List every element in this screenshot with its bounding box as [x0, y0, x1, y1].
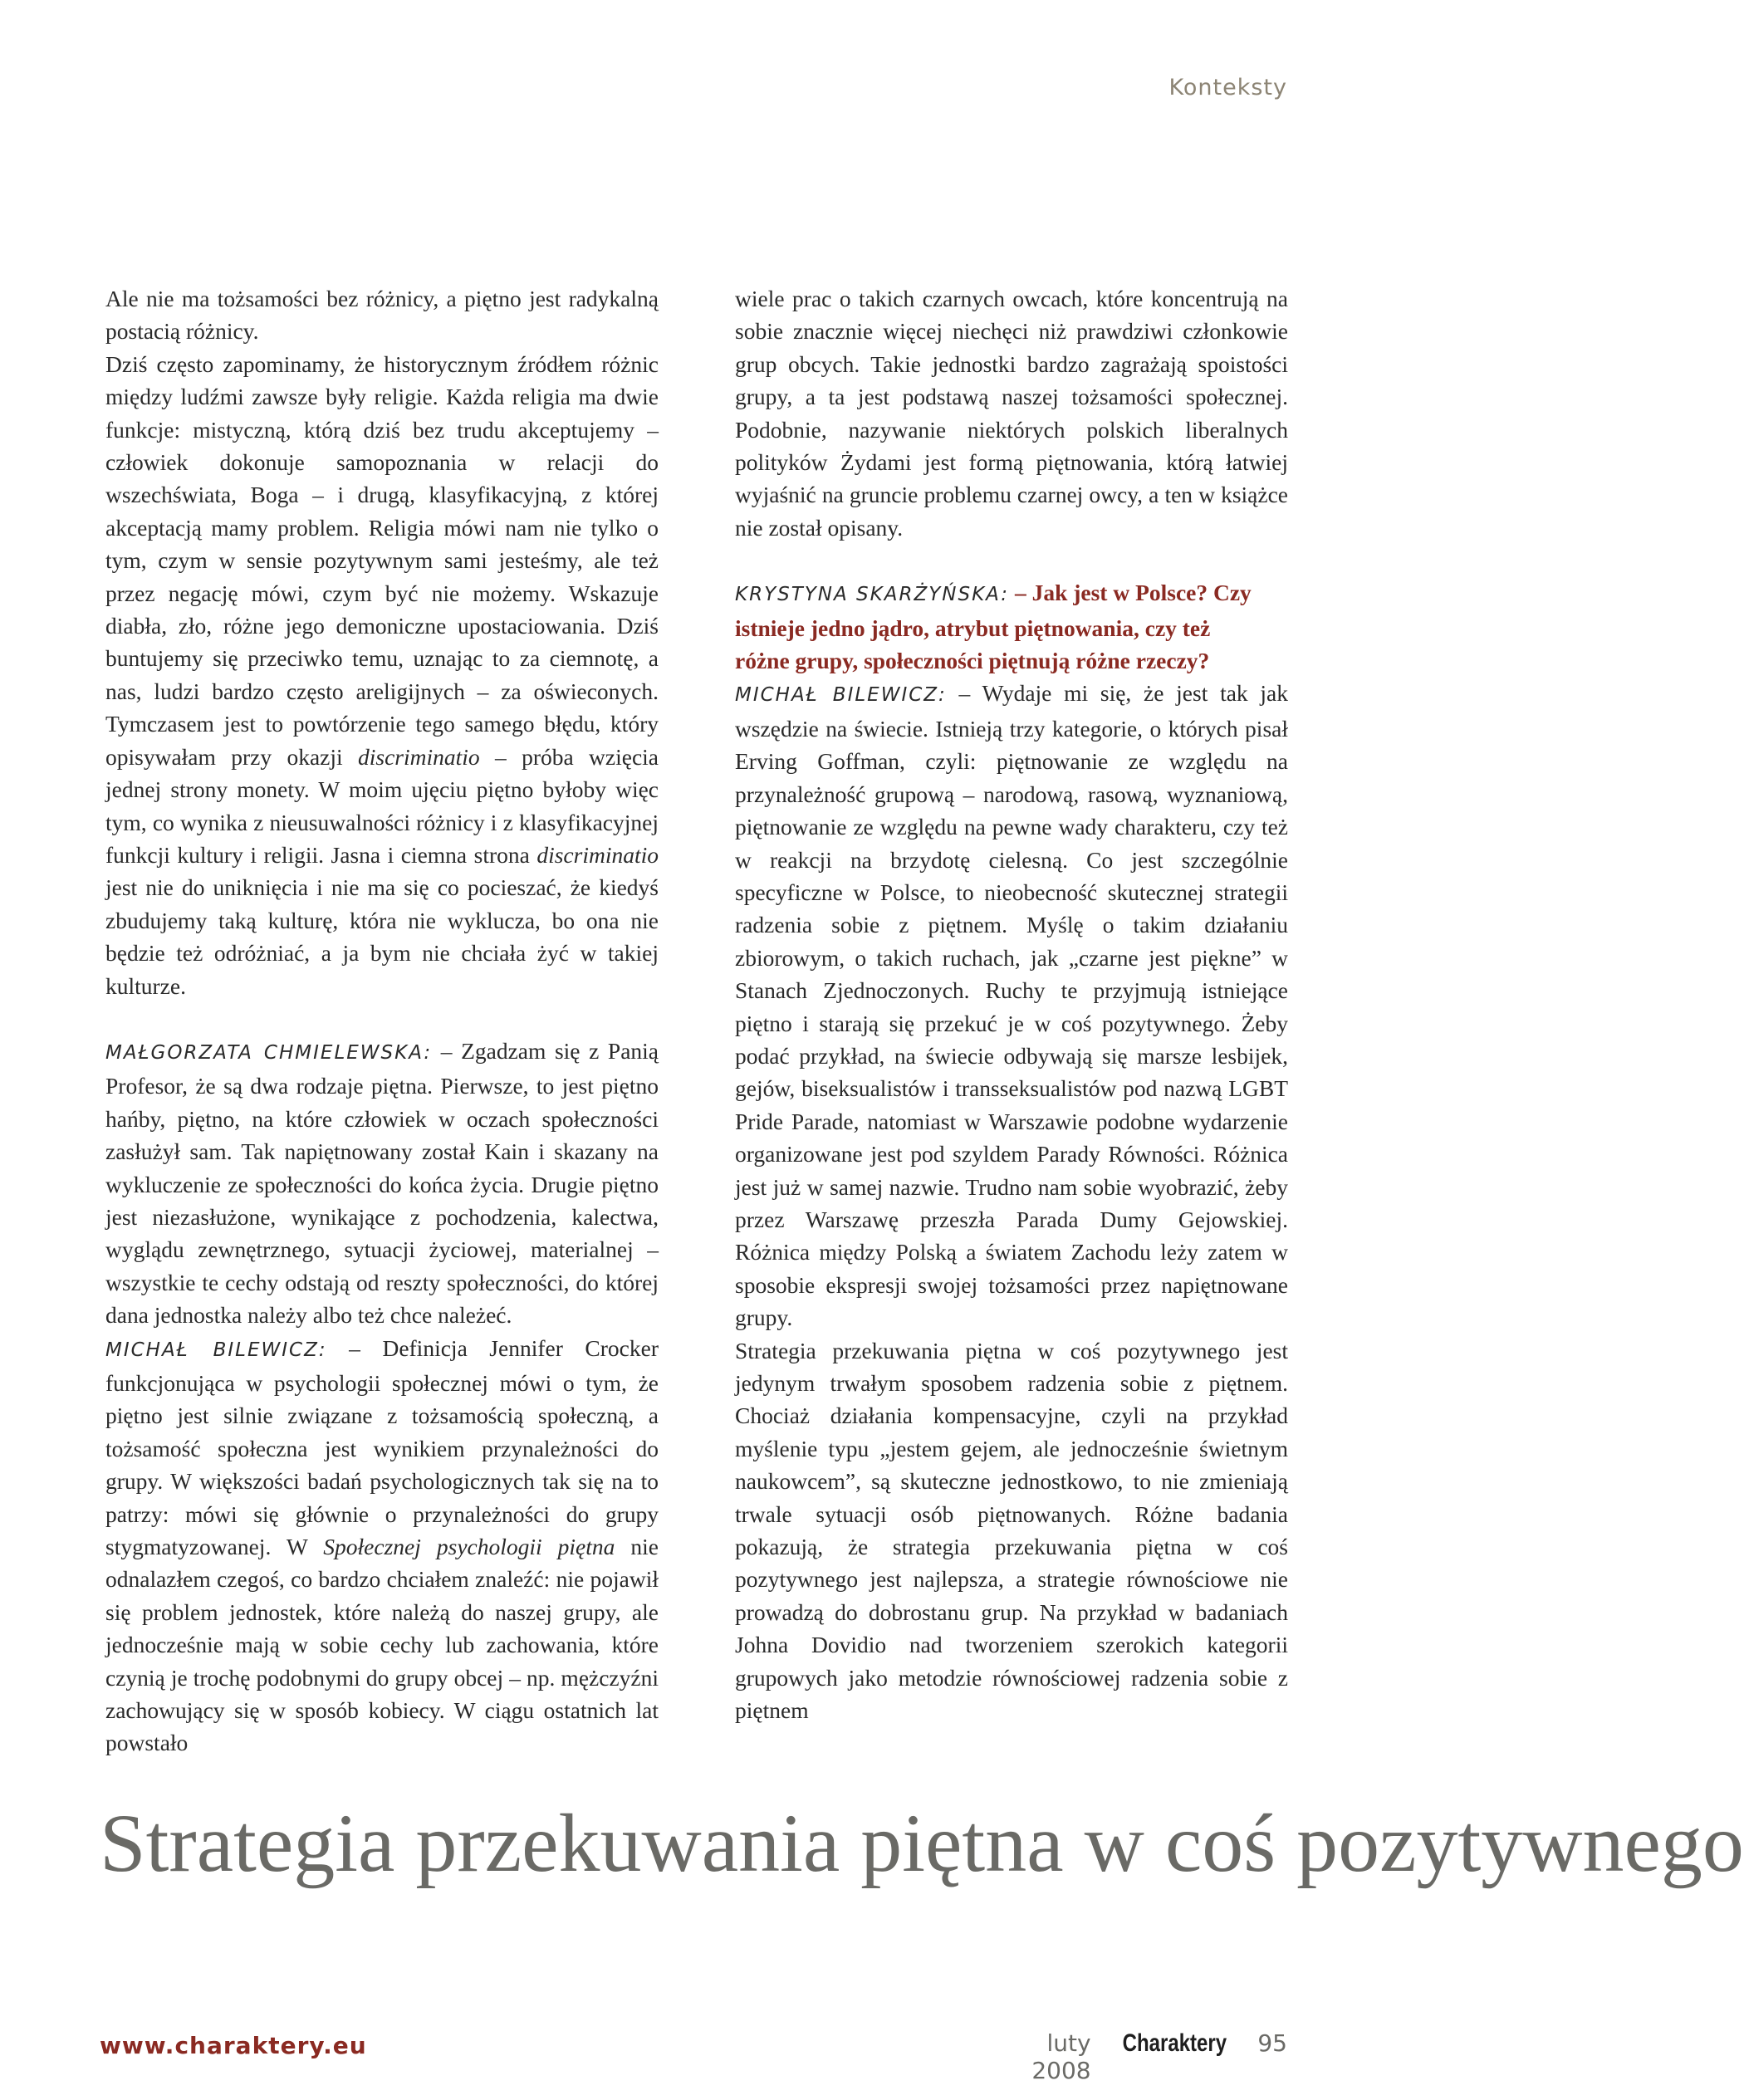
paragraph: Ale nie ma tożsamości bez różnicy, a piętno jest radykalną postacią różnicy. — [105, 286, 659, 345]
footer-info — [987, 2029, 1287, 2084]
left-column — [105, 282, 659, 1760]
speech-paragraph: MICHAŁ BILEWICZ: – Definicja Jennifer Crocker funkcjonująca w psychologii społecznej mówi o tym, że piętno jest silnie związane z tożsamością społeczną, a tożsamość społeczna jest wynikiem przynależności do grupy. W większości badań psychologicznych tak się na to patrzy: mówi się głównie o przynależności do grupy stygmatyzowanej. W Społecznej psychologii piętna nie odnalazłem czegoś, co bardzo chciałem znaleźć: nie pojawił się problem jednostek, które należą do naszej grupy, ale jednocześnie mają w sobie cechy lub zachowania, które czynią je trochę podobnymi do grupy obcej – np. mężczyźni zachowujący się w sposób kobiecy. W ciągu ostatnich lat powstało — [105, 1334, 659, 1756]
question-paragraph — [735, 576, 1266, 677]
speaker-name: MICHAŁ BILEWICZ: — [735, 684, 947, 707]
speech-paragraph: MAŁGORZATA CHMIELEWSKA: – Zgadzam się z Panią Profesor, że są dwa rodzaje piętna. Pierwsze, to jest piętno hańby, piętno, na które człowiek w oczach społeczności zasłużył sam. Tak napiętnowany został Kain i skazany na wykluczenie ze społeczności do końca życia. Drugie piętno jest niezasłużone, wynikające z pochodzenia, kalectwa, wyglądu zewnętrznego, sytuacji życiowej, materialnej – wszystkie te cechy odstają od reszty społeczności, do której dana jednostka należy albo też chce należeć. — [105, 1037, 659, 1329]
right-column — [735, 282, 1288, 1726]
paragraph: wiele prac o takich czarnych owcach, które koncentrują na sobie znacznie więcej niechęci niż prawdziwi członkowie grup obcych. Takie jednostki bardzo zagrażają spoistości grupy, a ta jest podstawą naszej tożsamości społecznej. Podobnie, nazywanie niektórych polskich liberalnych polityków Żydami jest formą piętnowania, którą łatwiej wyjaśnić na gruncie problemu czarnej owcy, a ten w książce nie został opisany. — [735, 286, 1288, 541]
speaker-name: MICHAŁ BILEWICZ: — [105, 1339, 327, 1361]
section-label: Konteksty — [1168, 75, 1287, 100]
footer-url[interactable]: www.charaktery.eu — [100, 2032, 367, 2059]
speaker-name: KRYSTYNA SKARŻYŃSKA: — [735, 584, 1010, 606]
paragraph: Dziś często zapominamy, że historycznym źródłem różnic między ludźmi zawsze były religie. Każda religia ma dwie funkcje: mistyczną, którą dziś bez trudu akceptujemy – człowiek dokonuje samopoznania w relacji do wszechświata, Boga – i drugą, klasyfikacyjną, z której akceptacją mamy problem. Religia mówi nam nie tylko o tym, czym w sensie pozytywnym sami jesteśmy, ale też przez negację mówi, czym być nie możemy. Wskazuje diabła, zło, różne jego demoniczne upostaciowania. Dziś buntujemy się przeciwko temu, uznając to za ciemnotę, a nas, ludzi bardzo często areligijnych – za oświeconych. Tymczasem jest to powtórzenie tego samego błędu, który opisywałam przy okazji discriminatio – próba wzięcia jednej strony monety. W moim ujęciu piętno byłoby więc tym, co wynika z nieusuwalności różnicy i z klasyfikacyjnej funkcji kultury i religii. Jasna i ciemna strona discriminatio jest nie do uniknięcia i nie ma się co pocieszać, że kiedyś zbudujemy taką kulturę, która nie wyklucza, bo ona nie będzie też odróżniać, a ja bym nie chciała żyć w takiej kulturze. — [105, 350, 659, 999]
issue-date: luty 2008 — [1031, 2029, 1091, 2084]
page-number: 95 — [1257, 2029, 1287, 2057]
paragraph: Strategia przekuwania piętna w coś pozytywnego jest jedynym trwałym sposobem radzenia sobie z piętnem. Chociaż działania kompensacyjne, czyli na przykład myślenie typu „jestem gejem, ale jednocześnie świetnym naukowcem”, są skuteczne jednostkowo, to nie zmieniają trwale sytuacji osób piętnowanych. Różne badania pokazują, że strategia przekuwania piętna w coś pozytywnego jest najlepsza, a strategie równościowe nie prowadzą do dobrostanu grup. Na przykład w badaniach Johna Dovidio nad tworzeniem szerokich kategorii grupowych jako metodzie równościowej radzenia sobie z piętnem — [735, 1337, 1288, 1724]
speaker-name: MAŁGORZATA CHMIELEWSKA: — [105, 1041, 433, 1064]
magazine-logo: Charaktery — [1122, 2029, 1227, 2057]
pull-quote: Strategia przekuwania piętna w coś pozytywnego — [100, 1797, 1744, 1889]
speech-paragraph: MICHAŁ BILEWICZ: – Wydaje mi się, że jest tak jak wszędzie na świecie. Istnieją trzy kategorie, o których pisał Erving Goffman, czyli: piętnowanie ze względu na przynależność grupową – narodową, rasową, wyznaniową, piętnowanie ze względu na pewne wady charakteru, czy też w reakcji na brzydotę cielesną. Co jest szczególnie specyficzne w Polsce, to nieobecność skutecznej strategii radzenia sobie z piętnem. Myślę o takim działaniu zbiorowym, o takich ruchach, jak „czarne jest piękne” w Stanach Zjednoczonych. Ruchy te przyjmują istniejące piętno i starają się przekuć je w coś pozytywnego. Żeby podać przykład, na świecie odbywają się marsze lesbijek, gejów, biseksualistów i transseksualistów pod nazwą LGBT Pride Parade, natomiast w Warszawie podobne wydarzenie organizowane jest pod szyldem Parady Równości. Różnica jest już w samej nazwie. Trudno nam sobie wyobrazić, żeby przez Warszawę przeszła Parada Dumy Gejowskiej. Różnica między Polską a światem Zachodu leży zatem w sposobie ekspresji swojej tożsamości przez napiętnowane grupy. — [735, 680, 1289, 1331]
question-text: – Jak jest w Polsce? Czy istnieje jedno jądro, atrybut piętnowania, czy też różne grupy, społeczności piętnują różne rzeczy? — [735, 580, 1252, 674]
